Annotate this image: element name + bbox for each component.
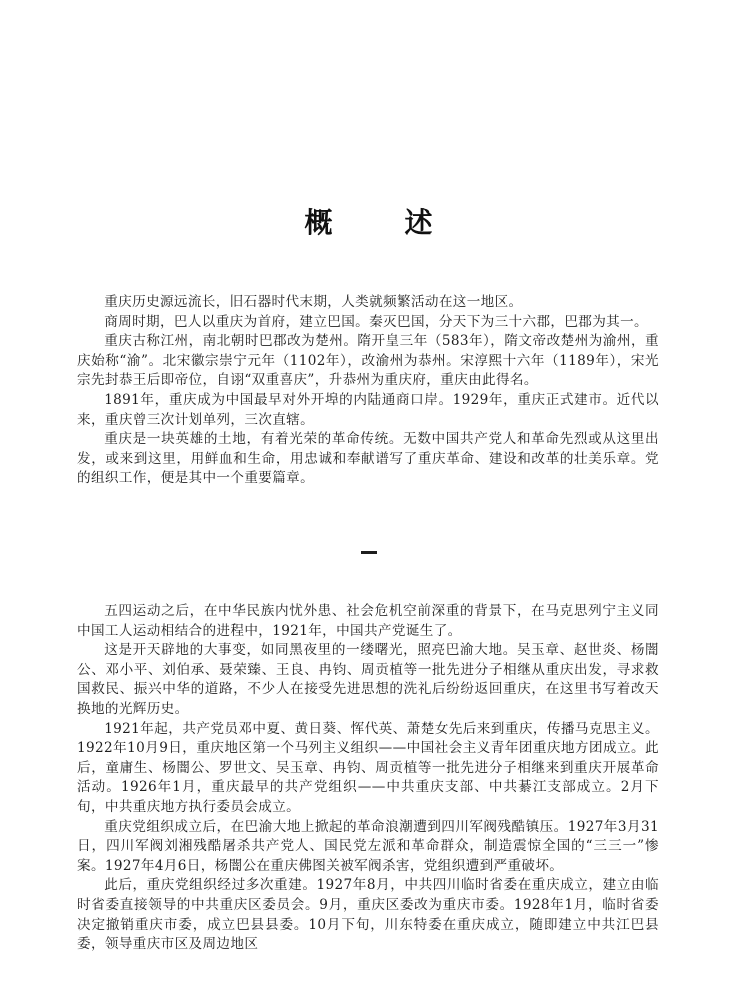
body-paragraph: 重庆党组织成立后，在巴渝大地上掀起的革命浪潮遭到四川军阀残酷镇压。1927年3月31日，四川军阀刘湘残酷屠杀共产党人、国民党左派和革命群众，制造震惊全国的“三三一”惨案。1927年4月6日，杨闇公在重庆佛图关被军阀杀害，党组织遭到严重破坏。 xyxy=(77,818,659,874)
body-paragraph: 此后，重庆党组织经过多次重建。1927年8月，中共四川临时省委在重庆成立，建立由临时省委直接领导的中共重庆区委员会。9月，重庆区委改为重庆市委。1928年1月，临时省委决定撤销重庆市委，成立巴县县委。10月下旬，川东特委在重庆成立，随即建立中共江巴县委，领导重庆市区及周边地区 xyxy=(77,877,659,953)
section-number-one xyxy=(0,542,737,561)
body-paragraph: 五四运动之后，在中华民族内忧外患、社会危机空前深重的背景下，在马克思列宁主义同中国工人运动相结合的进程中，1921年，中国共产党诞生了。 xyxy=(77,603,659,639)
intro-paragraph: 重庆是一块英雄的土地，有着光荣的革命传统。无数中国共产党人和革命先烈或从这里出发，或来到这里，用鲜血和生命，用忠诚和奉献谱写了重庆革命、建设和改革的壮美乐章。党的组织工作，便是其中一个重要篇章。 xyxy=(77,431,659,487)
section-number-mark xyxy=(361,551,377,554)
intro-section xyxy=(77,293,659,489)
intro-paragraph: 商周时期，巴人以重庆为首府，建立巴国。秦灭巴国，分天下为三十六郡，巴郡为其一。 xyxy=(104,313,648,330)
body-paragraph: 1921年起，共产党员邓中夏、黄日葵、恽代英、萧楚女先后来到重庆，传播马克思主义。1922年10月9日，重庆地区第一个马列主义组织——中国社会主义青年团重庆地方团成立。此后，童庸生、杨闇公、罗世文、吴玉章、冉钧、周贡植等一批先进分子相继来到重庆开展革命活动。1926年1月，重庆最早的共产党组织——中共重庆支部、中共綦江支部成立。2月下旬，中共重庆地方执行委员会成立。 xyxy=(77,720,659,815)
intro-paragraph: 重庆历史源远流长，旧石器时代末期，人类就频繁活动在这一地区。 xyxy=(104,294,523,310)
body-paragraph: 这是开天辟地的大事变，如同黑夜里的一缕曙光，照亮巴渝大地。吴玉章、赵世炎、杨闇公、邓小平、刘伯承、聂荣臻、王良、冉钧、周贡植等一批先进分子相继从重庆出发，寻求救国救民、振兴中华的道路，不少人在接受先进思想的洗礼后纷纷返回重庆，在这里书写着改天换地的光辉历史。 xyxy=(77,642,659,717)
intro-paragraph: 重庆古称江州，南北朝时巴郡改为楚州。隋开皇三年（583年），隋文帝改楚州为渝州，重庆始称“渝”。北宋徽宗崇宁元年（1102年），改渝州为恭州。宋淳熙十六年（1189年），宋光宗先封恭王后即帝位，自诩“双重喜庆”，升恭州为重庆府，重庆由此得名。 xyxy=(77,333,659,389)
section-one-body xyxy=(77,602,659,955)
page-title: 概 述 xyxy=(304,205,455,239)
intro-paragraph: 1891年，重庆成为中国最早对外开埠的内陆通商口岸。1929年，重庆正式建市。近代以来，重庆曾三次计划单列，三次直辖。 xyxy=(77,391,659,428)
